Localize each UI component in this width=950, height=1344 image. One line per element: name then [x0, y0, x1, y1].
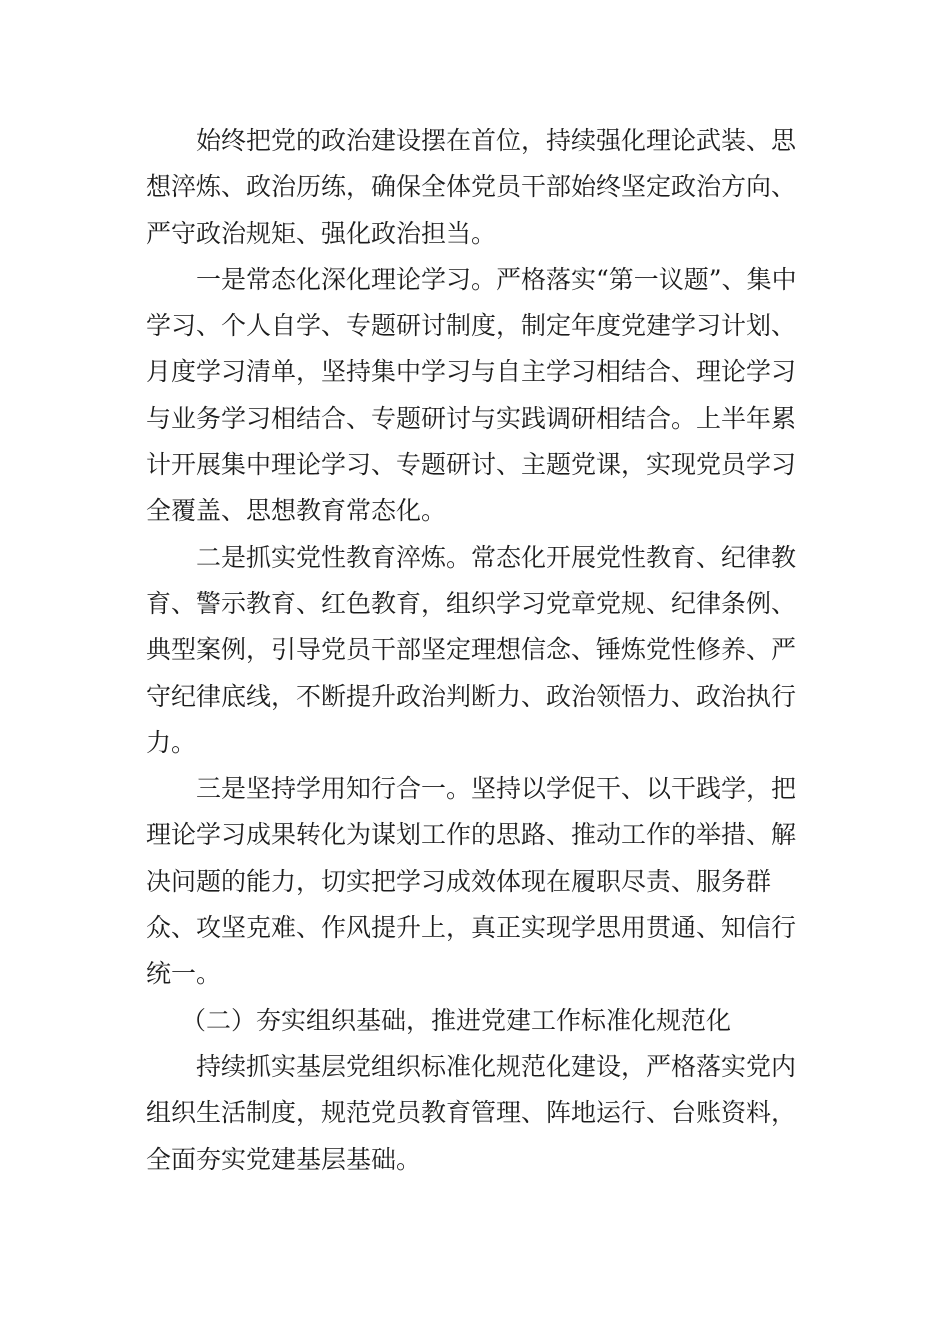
- section-heading: （二）夯实组织基础，推进党建工作标准化规范化: [181, 1005, 732, 1035]
- paragraph-organization-foundation: 持续抓实基层党组织标准化规范化建设，严格落实党内组织生活制度，规范党员教育管理、阵地运行、台账资料，全面夯实党建基层基础。: [146, 1051, 797, 1174]
- paragraph-theory-study: 一是常态化深化理论学习。严格落实“第一议题”、集中学习、个人自学、专题研讨制度，制定年度党建学习计划、月度学习清单，坚持集中学习与自主学习相结合、理论学习与业务学习相结合、专题研讨与实践调研相结合。上半年累计开展集中理论学习、专题研讨、主题党课，实现党员学习全覆盖、思想教育常态化。: [146, 264, 797, 526]
- paragraph-learning-application: 三是坚持学用知行合一。坚持以学促干、以干践学，把理论学习成果转化为谋划工作的思路、推动工作的举措、解决问题的能力，切实把学习成效体现在履职尽责、服务群众、攻坚克难、作风提升上，真正实现学思用贯通、知信行统一。: [146, 774, 797, 989]
- document-body: [146, 118, 810, 1183]
- paragraph-party-education: 二是抓实党性教育淬炼。常态化开展党性教育、纪律教育、警示教育、红色教育，组织学习党章党规、纪律条例、典型案例，引导党员干部坚定理想信念、锤炼党性修养、严守纪律底线，不断提升政治判断力、政治领悟力、政治执行力。: [146, 542, 797, 757]
- paragraph-political-building: 始终把党的政治建设摆在首位，持续强化理论武装、思想淬炼、政治历练，确保全体党员干部始终坚定政治方向、严守政治规矩、强化政治担当。: [146, 126, 797, 248]
